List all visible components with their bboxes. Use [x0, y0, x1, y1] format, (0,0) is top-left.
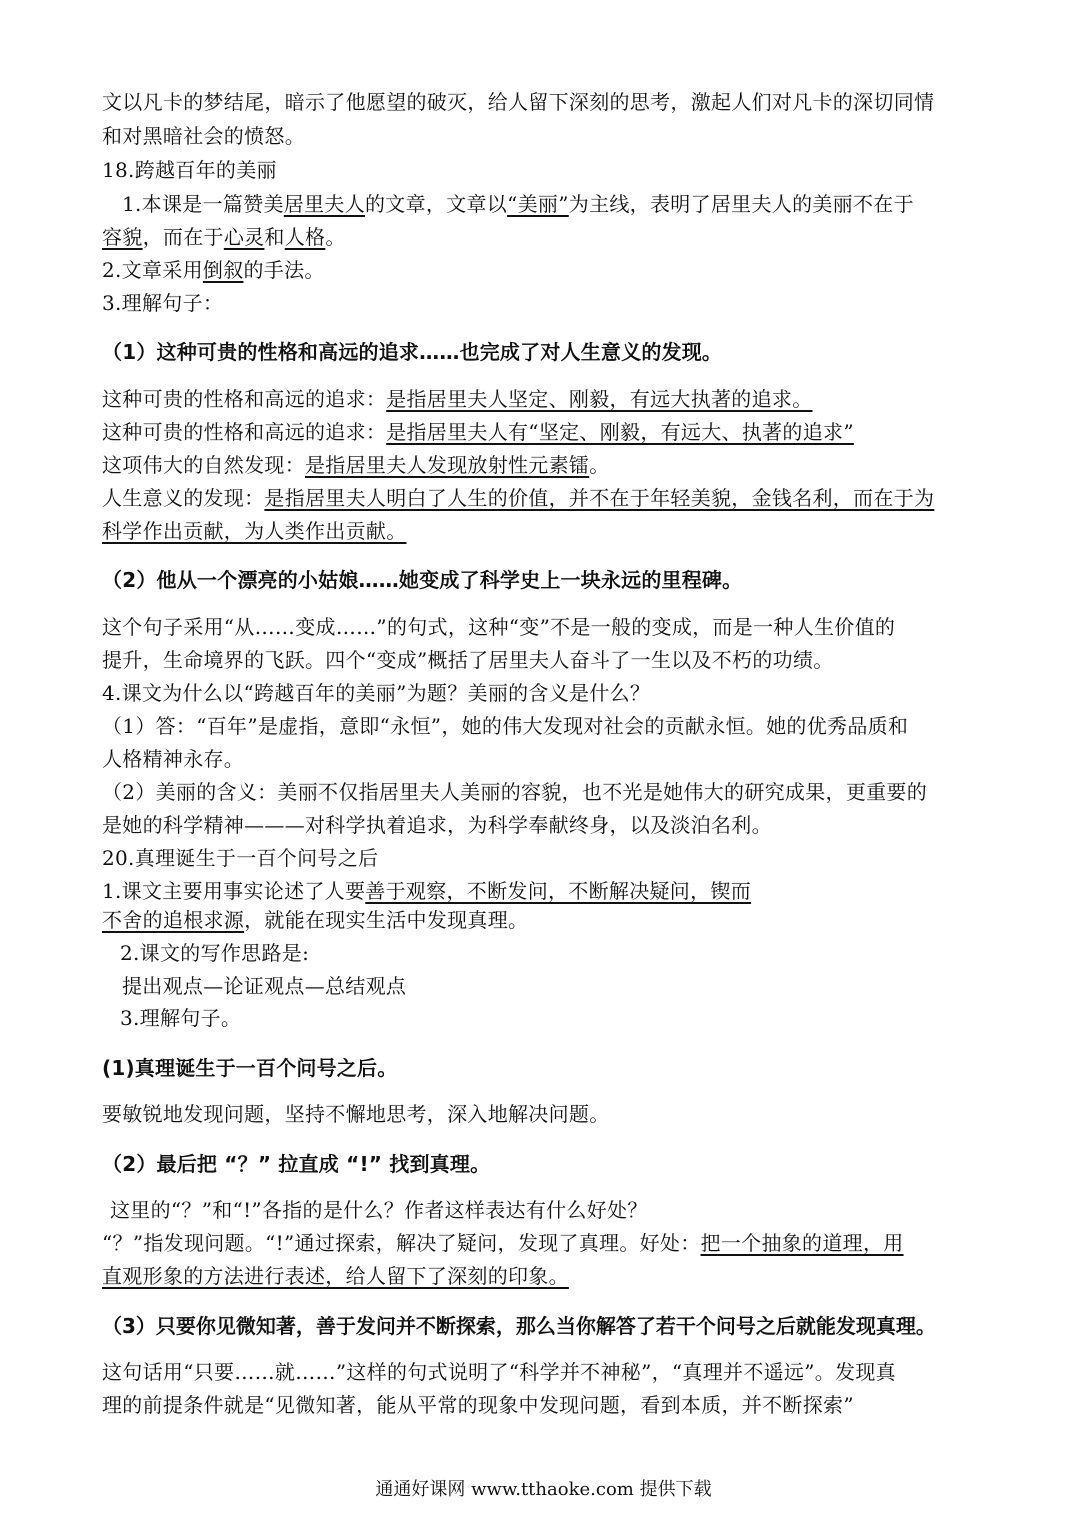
text-line [102, 1262, 569, 1290]
section-title: 20.真理诞生于一百个问号之后 [102, 846, 379, 870]
text-line: 要敏锐地发现问题，坚持不懈地思考，深入地解决问题。 [102, 1102, 610, 1126]
text-span: 为主线，表明了居里夫人的美丽不在于 [568, 192, 914, 216]
underlined-answer: 居里夫人 [283, 192, 365, 216]
text-line [122, 190, 914, 218]
text-line [102, 418, 854, 446]
question-heading: （1）这种可贵的性格和高远的追求……也完成了对人生意义的发现。 [102, 340, 723, 364]
underlined-answer: 是指居里夫人有“坚定、刚毅，有远大、执著的追求” [386, 420, 854, 444]
text-span: 的手法。 [243, 258, 325, 282]
text-line [102, 256, 325, 284]
section-title: 18.跨越百年的美丽 [102, 158, 277, 182]
question-heading: （2）最后把 “？” 拉直成 “!” 找到真理。 [102, 1152, 491, 1176]
question-heading: （3）只要你见微知著，善于发问并不断探索，那么当你解答了若干个问号之后就能发现真理。 [102, 1314, 936, 1338]
text-line: （1）答：“百年”是虚指，意即“永恒”，她的伟大发现对社会的贡献永恒。她的优秀品质和 [102, 714, 909, 738]
text-line [102, 451, 610, 479]
underlined-answer: 是指居里夫人坚定、刚毅，有远大执著的追求。 [386, 387, 813, 411]
text-span: ，而在于 [142, 225, 224, 249]
question-heading: (1)真理诞生于一百个问号之后。 [102, 1056, 398, 1080]
question-heading: （2）他从一个漂亮的小姑娘……她变成了科学史上一块永远的里程碑。 [102, 568, 743, 592]
text-line: 2.课文的写作思路是: [120, 941, 310, 965]
text-span: ，就能在现实生活中发现真理。 [244, 908, 529, 932]
text-line: 提升，生命境界的飞跃。四个“变成”概括了居里夫人奋斗了一生以及不朽的功绩。 [102, 648, 834, 672]
text-span: 和 [264, 225, 285, 249]
underlined-answer: “美丽” [507, 192, 569, 216]
underlined-answer: 不舍的追根求源 [102, 908, 245, 932]
text-span: “？”指发现问题。“!”通过探索，解决了疑问，发现了真理。好处： [102, 1231, 701, 1255]
text-span: 的文章，文章以 [365, 192, 508, 216]
text-line [102, 1229, 904, 1257]
text-span: 。 [325, 225, 346, 249]
text-line: 这个句子采用“从……变成……”的句式，这种“变”不是一般的变成，而是一种人生价值的 [102, 615, 896, 639]
text-span: 这种可贵的性格和高远的追求： [102, 387, 387, 411]
text-line: 3.理解句子： [102, 291, 224, 315]
text-line [102, 223, 346, 251]
text-line: （2）美丽的含义：美丽不仅指居里夫人美丽的容貌，也不光是她伟大的研究成果，更重要的 [102, 780, 928, 804]
text-span: 1.课文主要用事实论述了人要 [102, 879, 366, 903]
text-span: 。 [589, 453, 610, 477]
text-line: 提出观点—论证观点—总结观点 [122, 974, 407, 998]
text-span: 这项伟大的自然发现： [102, 453, 305, 477]
text-line: 这里的“？”和“!”各指的是什么？作者这样表达有什么好处？ [110, 1198, 648, 1222]
text-line [102, 517, 407, 545]
underlined-answer: 容貌 [102, 225, 143, 249]
underlined-answer: 科学作出贡献，为人类作出贡献。 [102, 519, 407, 543]
text-line [102, 877, 751, 905]
page-footer: 通通好课网 www.tthaoke.com 提供下载 [375, 1479, 712, 1500]
text-line: 和对黑暗社会的愤怒。 [102, 124, 305, 148]
underlined-answer: 直观形象的方法进行表述，给人留下了深刻的印象。 [102, 1264, 569, 1288]
text-line: 这句话用“只要……就……”这样的句式说明了“科学并不神秘”，“真理并不遥远”。发现真 [102, 1360, 896, 1384]
text-line: 文以凡卡的梦结尾，暗示了他愿望的破灭，给人留下深刻的思考，激起人们对凡卡的深切同情 [102, 90, 935, 114]
underlined-answer: 是指居里夫人发现放射性元素镭 [305, 453, 590, 477]
underlined-answer: 把一个抽象的道理，用 [700, 1231, 904, 1255]
text-span: 1.本课是一篇赞美 [122, 192, 284, 216]
underlined-answer: 是指居里夫人明白了人生的价值，并不在于年轻美貌，金钱名利，而在于为 [264, 486, 935, 510]
underlined-answer: 倒叙 [202, 258, 244, 282]
text-line [102, 385, 813, 413]
text-span: 这种可贵的性格和高远的追求： [102, 420, 387, 444]
text-line: 3.理解句子。 [120, 1006, 242, 1030]
underlined-answer: 善于观察，不断发问，不断解决疑问，锲而 [365, 879, 751, 903]
text-line [102, 484, 934, 512]
text-line: 4.课文为什么以“跨越百年的美丽”为题？美丽的含义是什么？ [102, 681, 651, 705]
text-line: 人格精神永存。 [102, 747, 245, 771]
text-span: 人生意义的发现： [102, 486, 265, 510]
text-line: 理的前提条件就是“见微知著，能从平常的现象中发现问题，看到本质，并不断探索” [102, 1393, 854, 1417]
underlined-answer: 人格 [284, 225, 326, 249]
text-span: 2.文章采用 [102, 258, 203, 282]
text-line: 是她的科学精神———对科学执着追求，为科学奉献终身，以及淡泊名利。 [102, 813, 772, 837]
underlined-answer: 心灵 [223, 225, 265, 249]
text-line [102, 906, 528, 934]
